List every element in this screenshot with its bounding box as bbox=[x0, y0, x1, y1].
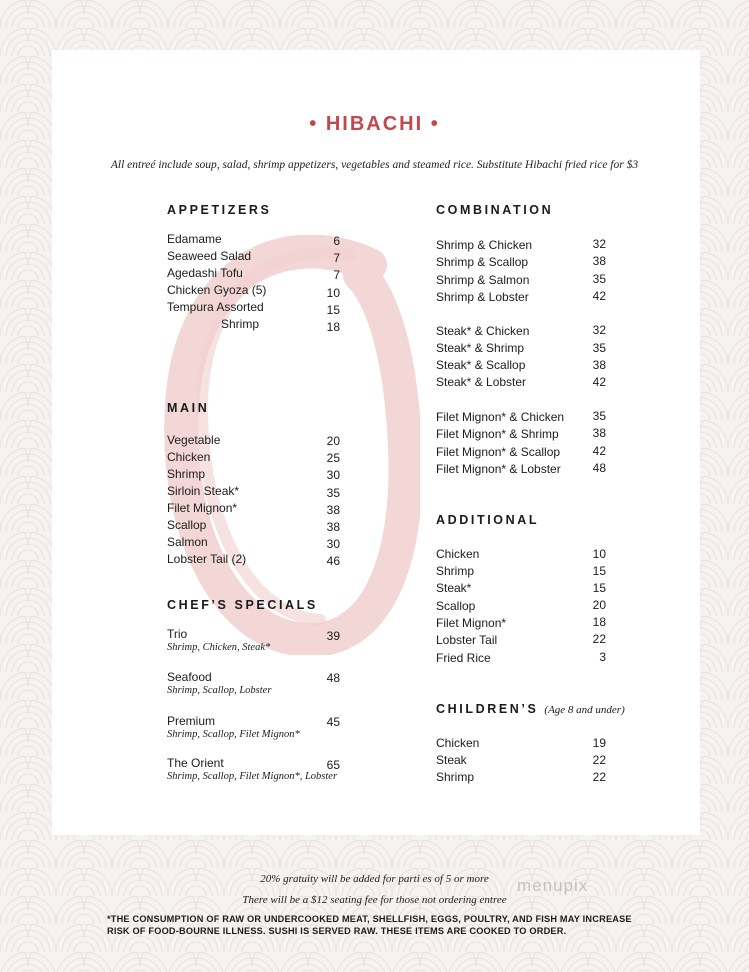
chefs-specials-heading: CHEF’S SPECIALS bbox=[167, 598, 318, 612]
menu-item-price: 32 bbox=[592, 323, 606, 337]
menu-item-price: 15 bbox=[326, 303, 340, 317]
menu-item-price: 15 bbox=[592, 564, 606, 578]
menu-item-name: Chicken bbox=[167, 450, 211, 464]
menu-item-price: 35 bbox=[592, 341, 606, 355]
menu-item-name: Chicken Gyoza (5) bbox=[167, 283, 267, 297]
menu-item-description: Shrimp, Chicken, Steak* bbox=[167, 642, 271, 653]
menupix-watermark: menupix bbox=[517, 876, 589, 895]
appetizers-heading: APPETIZERS bbox=[167, 203, 272, 217]
menu-item-price: 48 bbox=[592, 461, 606, 475]
menu-item-price: 32 bbox=[592, 237, 606, 251]
menu-item-name: Scallop bbox=[167, 518, 207, 532]
menu-item-name: Sirloin Steak* bbox=[167, 484, 240, 498]
menu-item-price: 18 bbox=[326, 320, 340, 334]
menu-item-name: Lobster Tail (2) bbox=[167, 552, 247, 566]
menu-item-name: Seafood bbox=[167, 670, 212, 684]
menu-item-description: Shrimp, Scallop, Lobster bbox=[167, 685, 272, 696]
menu-item-name: Chicken bbox=[436, 736, 480, 750]
menu-item-name: Fried Rice bbox=[436, 651, 491, 665]
menu-item-name: Premium bbox=[167, 714, 216, 728]
menu-item-price: 48 bbox=[326, 671, 340, 685]
page-title: • HIBACHI • bbox=[309, 113, 440, 135]
menu-item-name: Steak* & Chicken bbox=[436, 324, 530, 338]
menu-item-name: Steak bbox=[436, 753, 467, 767]
menu-item-price: 65 bbox=[326, 758, 340, 772]
combination-heading: COMBINATION bbox=[436, 203, 554, 217]
menu-item-name: Steak* bbox=[436, 581, 472, 595]
menu-item-price: 38 bbox=[326, 520, 340, 534]
menu-subtitle: All entreé include soup, salad, shrimp appetizers, vegetables and steamed rice. Substitute Hibachi fried rice for $3 bbox=[110, 159, 639, 171]
menu-item-price: 42 bbox=[592, 289, 606, 303]
menu-item-name: Shrimp bbox=[436, 564, 475, 578]
menu-item-price: 46 bbox=[326, 554, 340, 568]
menu-item-price: 7 bbox=[333, 268, 340, 282]
menu-item-price: 39 bbox=[326, 629, 340, 643]
menu-item-name: Filet Mignon* & Lobster bbox=[436, 462, 561, 476]
menu-item-price: 10 bbox=[592, 547, 606, 561]
menu-item-name: Shrimp bbox=[167, 467, 206, 481]
childrens-age-note: (Age 8 and under) bbox=[544, 704, 625, 716]
menu-item-name: Trio bbox=[167, 627, 188, 641]
menu-item-price: 35 bbox=[326, 486, 340, 500]
menu-item-name: Filet Mignon* & Scallop bbox=[436, 445, 561, 459]
menu-item-price: 42 bbox=[592, 375, 606, 389]
menu-item-price: 35 bbox=[592, 272, 606, 286]
menu-item-name: Shrimp & Salmon bbox=[436, 273, 530, 287]
menu-item-name: Chicken bbox=[436, 547, 480, 561]
menu-item-name: Edamame bbox=[167, 232, 222, 246]
menu-item-name: Filet Mignon* bbox=[436, 616, 507, 630]
menu-item-price: 10 bbox=[326, 286, 340, 300]
menu-item-price: 25 bbox=[326, 451, 340, 465]
raw-food-warning: *THE CONSUMPTION OF RAW OR UNDERCOOKED MEAT, SHELLFISH, EGGS, POULTRY, AND FISH MAY INCREASE RISK OF FOOD-BOURNE ILLNESS. SUSHI IS SERVED RAW. THESE ITEMS ARE COOKED TO ORDER. bbox=[107, 914, 632, 936]
menu-item-price: 45 bbox=[326, 715, 340, 729]
menu-item-name: Tempura Assorted bbox=[167, 300, 264, 314]
menu-item-price: 7 bbox=[333, 251, 340, 265]
menu-item-name: Shrimp & Chicken bbox=[436, 238, 533, 252]
menu-item-description: Shrimp, Scallop, Filet Mignon* bbox=[167, 729, 300, 740]
menu-item-price: 6 bbox=[333, 234, 340, 248]
menu-item-name: Shrimp bbox=[436, 770, 475, 784]
menu-item-name: Steak* & Lobster bbox=[436, 375, 527, 389]
menu-item-price: 20 bbox=[326, 434, 340, 448]
menu-item-price: 20 bbox=[592, 598, 606, 612]
menu-item-name: Filet Mignon* bbox=[167, 501, 238, 515]
additional-heading: ADDITIONAL bbox=[436, 513, 540, 527]
menu-item-price: 38 bbox=[592, 358, 606, 372]
menu-item-name: Steak* & Scallop bbox=[436, 358, 526, 372]
menu-item-price: 22 bbox=[592, 753, 606, 767]
menu-item-price: 19 bbox=[592, 736, 606, 750]
menu-item-price: 38 bbox=[592, 426, 606, 440]
menu-item-price: 18 bbox=[592, 615, 606, 629]
menu-item-price: 35 bbox=[592, 409, 606, 423]
menu-item-name: Lobster Tail bbox=[436, 633, 498, 647]
menu-item-price: 22 bbox=[592, 632, 606, 646]
menu-item-name: Seaweed Salad bbox=[167, 249, 252, 263]
menu-item-name: Shrimp bbox=[221, 317, 260, 331]
menu-item-name: Agedashi Tofu bbox=[167, 266, 243, 280]
seating-fee-note: There will be a $12 seating fee for those not ordering entree bbox=[242, 894, 507, 906]
menu-item-price: 3 bbox=[599, 650, 606, 664]
menu-item-name: Shrimp & Scallop bbox=[436, 255, 529, 269]
menu-item-name: Scallop bbox=[436, 599, 476, 613]
main-heading: MAIN bbox=[167, 401, 210, 415]
menu-item-name: The Orient bbox=[167, 756, 224, 770]
menu-item-price: 22 bbox=[592, 770, 606, 784]
menu-item-description: Shrimp, Scallop, Filet Mignon*, Lobster bbox=[167, 771, 338, 782]
menu-item-name: Filet Mignon* & Chicken bbox=[436, 410, 565, 424]
menu-item-name: Steak* & Shrimp bbox=[436, 341, 525, 355]
menu-item-name: Shrimp & Lobster bbox=[436, 290, 529, 304]
childrens-heading-label: CHILDREN’S bbox=[436, 702, 539, 716]
menu-item-name: Vegetable bbox=[167, 433, 221, 447]
menu-item-name: Filet Mignon* & Shrimp bbox=[436, 427, 559, 441]
childrens-heading bbox=[436, 702, 625, 716]
menu-item-price: 38 bbox=[592, 254, 606, 268]
menu-item-price: 15 bbox=[592, 581, 606, 595]
gratuity-note: 20% gratuity will be added for parti es of 5 or more bbox=[260, 873, 489, 885]
menu-item-price: 38 bbox=[326, 503, 340, 517]
menu-item-price: 42 bbox=[592, 444, 606, 458]
menu-item-name: Salmon bbox=[167, 535, 208, 549]
menu-item-price: 30 bbox=[326, 537, 340, 551]
menu-item-price: 30 bbox=[326, 468, 340, 482]
